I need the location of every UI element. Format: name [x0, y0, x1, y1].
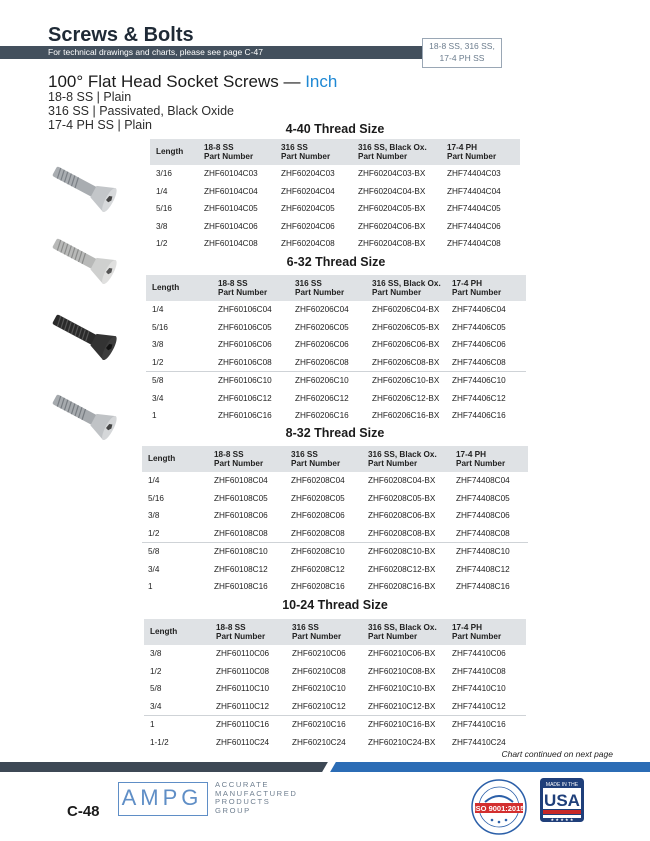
thread-size-title: 4-40 Thread Size: [285, 122, 385, 136]
plain-screw-image: [47, 388, 122, 440]
part-number-cell: ZHF60208C04: [291, 476, 345, 486]
iso-label: ISO 9001:2015: [473, 804, 525, 813]
part-number-cell: ZHF74410C16: [446, 716, 526, 734]
part-number-cell: ZHF60110C24: [216, 737, 270, 747]
part-number-cell: ZHF60106C04: [218, 305, 272, 315]
part-number-cell: ZHF60206C06: [295, 340, 349, 350]
column-header: Length: [146, 275, 212, 301]
part-number-cell: ZHF74406C08: [452, 357, 506, 367]
part-number-cell: ZHF60104C03: [204, 169, 258, 179]
part-number-cell: ZHF60208C10-BX: [362, 543, 450, 561]
footer-bar-accent: [330, 762, 650, 772]
part-number-cell: ZHF60110C10: [216, 684, 270, 694]
part-number-cell: ZHF60206C16: [295, 411, 349, 421]
table-row: [144, 680, 526, 698]
part-number-cell: ZHF60206C04-BX: [372, 305, 440, 315]
part-number-cell: ZHF60204C08: [281, 239, 335, 249]
part-number-cell: ZHF60204C04: [281, 186, 335, 196]
part-number-cell: ZHF60108C08: [214, 528, 268, 538]
part-number-cell: ZHF60108C06: [214, 511, 268, 521]
part-number-cell: ZHF74408C06: [456, 511, 510, 521]
part-number-cell: ZHF60206C12-BX: [372, 393, 440, 403]
part-number-cell: ZHF60110C08: [216, 666, 270, 676]
part-number-cell: ZHF60204C04-BX: [358, 186, 426, 196]
part-number-cell: ZHF60204C03: [281, 169, 335, 179]
part-number-cell: ZHF74408C12: [456, 564, 510, 574]
column-header: 18-8 SS Part Number: [208, 446, 285, 472]
table-row: [142, 472, 528, 490]
length-cell: 3/8: [152, 340, 164, 350]
part-number-cell: ZHF60104C04: [204, 186, 258, 196]
part-number-cell: ZHF60208C12: [291, 564, 345, 574]
part-number-cell: ZHF74404C04: [447, 186, 501, 196]
column-header: 17-4 PH Part Number: [446, 619, 526, 645]
length-cell: 1/2: [156, 239, 168, 249]
part-number-cell: ZHF60110C16: [210, 716, 286, 734]
length-cell: 3/4: [150, 701, 162, 711]
column-header: 18-8 SS Part Number: [212, 275, 289, 301]
table-header-row: [146, 275, 526, 301]
length-cell: 5/16: [152, 322, 168, 332]
company-name-line: PRODUCTS: [215, 797, 271, 807]
part-number-cell: ZHF74406C06: [452, 340, 506, 350]
column-header: 316 SS, Black Ox. Part Number: [366, 275, 446, 301]
part-number-cell: ZHF60106C12: [218, 393, 272, 403]
length-cell: 1/2: [150, 666, 162, 676]
table-row: [142, 525, 528, 543]
column-header: 316 SS Part Number: [285, 446, 362, 472]
part-number-cell: ZHF74410C10: [452, 684, 506, 694]
part-number-cell: ZHF60108C12: [214, 564, 268, 574]
part-number-cell: ZHF60210C24: [292, 737, 346, 747]
usa-badge-text: USA: [544, 791, 580, 810]
length-cell: 3/8: [148, 511, 160, 521]
company-name-line: GROUP: [215, 806, 251, 816]
column-header: 17-4 PH Part Number: [446, 275, 526, 301]
part-number-cell: ZHF60210C08-BX: [368, 666, 436, 676]
part-number-cell: ZHF60108C04: [214, 476, 268, 486]
company-logo: AMPG: [121, 785, 203, 810]
part-number-cell: ZHF74410C08: [452, 666, 506, 676]
part-number-cell: ZHF74410C06: [452, 649, 506, 659]
table-row: [144, 663, 526, 681]
part-number-cell: ZHF60210C10: [292, 684, 346, 694]
part-number-cell: ZHF60208C16: [291, 582, 345, 592]
table-row: [142, 561, 528, 579]
table-row: [146, 319, 526, 337]
table-row: [146, 407, 526, 425]
part-number-cell: ZHF60204C06-BX: [358, 221, 426, 231]
length-cell: 1-1/2: [150, 737, 169, 747]
part-number-cell: ZHF60206C05-BX: [372, 322, 440, 332]
part-number-cell: ZHF60210C06-BX: [368, 649, 436, 659]
column-header: Length: [142, 446, 208, 472]
part-number-cell: ZHF60108C16: [214, 582, 268, 592]
length-cell: 1: [144, 716, 210, 734]
stainless-screw-image: [47, 160, 122, 212]
part-table: [150, 139, 520, 253]
continued-note: Chart continued on next page: [501, 749, 613, 759]
table-row: [150, 218, 520, 236]
iso-certification-seal: [470, 778, 528, 836]
part-number-cell: ZHF60204C05: [281, 204, 335, 214]
usa-badge-top: MADE IN THE: [545, 782, 579, 788]
materials-box-line: 18-8 SS, 316 SS,: [429, 41, 495, 51]
part-number-cell: ZHF60210C10-BX: [368, 684, 436, 694]
column-header: 316 SS Part Number: [289, 275, 366, 301]
table-row: [146, 372, 526, 390]
length-cell: 5/16: [156, 204, 172, 214]
silver-screw-image: [47, 232, 122, 284]
product-title-main: 100° Flat Head Socket Screws —: [48, 72, 301, 91]
material-line: 17-4 PH SS | Plain: [48, 118, 152, 132]
part-number-cell: ZHF60208C16-BX: [368, 582, 436, 592]
part-number-cell: ZHF60104C05: [204, 204, 258, 214]
table-row: [150, 200, 520, 218]
part-table: [142, 446, 528, 596]
table-header-row: [150, 139, 520, 165]
material-line: 18-8 SS | Plain: [48, 90, 132, 104]
part-number-cell: ZHF74404C06: [447, 221, 501, 231]
length-cell: 1/4: [152, 305, 164, 315]
table-row: [144, 698, 526, 716]
table-row: [144, 716, 526, 734]
thread-size-title: 8-32 Thread Size: [285, 426, 385, 440]
header-note: For technical drawings and charts, please see page C-47: [48, 47, 263, 57]
part-number-cell: ZHF60206C10-BX: [366, 372, 446, 390]
column-header: Length: [144, 619, 210, 645]
part-number-cell: ZHF60208C08: [291, 528, 345, 538]
part-number-cell: ZHF60208C05-BX: [368, 493, 436, 503]
part-number-cell: ZHF60210C08: [292, 666, 346, 676]
part-number-cell: ZHF60206C08-BX: [372, 357, 440, 367]
part-number-cell: ZHF60210C12-BX: [368, 701, 436, 711]
table-row: [150, 165, 520, 183]
length-cell: 3/8: [150, 649, 162, 659]
table-row: [150, 235, 520, 253]
length-cell: 3/8: [156, 221, 168, 231]
column-header: 316 SS, Black Ox. Part Number: [352, 139, 441, 165]
part-table: [146, 275, 526, 425]
column-header: 17-4 PH Part Number: [441, 139, 520, 165]
part-number-cell: ZHF60204C03-BX: [358, 169, 426, 179]
length-cell: 1/2: [148, 528, 160, 538]
made-in-usa-badge: [540, 778, 584, 822]
part-number-cell: ZHF60206C08: [295, 357, 349, 367]
length-cell: 1: [152, 411, 157, 421]
part-number-cell: ZHF60206C05: [295, 322, 349, 332]
section-title: Screws & Bolts: [48, 24, 194, 46]
part-number-cell: ZHF60108C05: [214, 493, 268, 503]
part-number-cell: ZHF60106C05: [218, 322, 272, 332]
part-number-cell: ZHF74410C24: [452, 737, 506, 747]
part-number-cell: ZHF60208C12-BX: [368, 564, 436, 574]
column-header: 18-8 SS Part Number: [210, 619, 286, 645]
company-name-line: ACCURATE: [215, 780, 270, 789]
column-header: 316 SS, Black Ox. Part Number: [362, 619, 446, 645]
part-number-cell: ZHF60204C08-BX: [358, 239, 426, 249]
table-header-row: [142, 446, 528, 472]
part-number-cell: ZHF60208C08-BX: [368, 528, 436, 538]
length-cell: 1: [148, 582, 153, 592]
table-row: [150, 183, 520, 201]
table-row: [146, 301, 526, 319]
part-number-cell: ZHF60210C16: [286, 716, 362, 734]
column-header: 316 SS Part Number: [286, 619, 362, 645]
column-header: 316 SS Part Number: [275, 139, 352, 165]
part-number-cell: ZHF74410C12: [452, 701, 506, 711]
svg-text:★ ★ ★ ★ ★: ★ ★ ★ ★ ★: [550, 817, 574, 822]
part-number-cell: ZHF60104C06: [204, 221, 258, 231]
length-cell: 5/16: [148, 493, 164, 503]
length-cell: 3/4: [152, 393, 164, 403]
part-number-cell: ZHF74408C05: [456, 493, 510, 503]
length-cell: 5/8: [150, 684, 162, 694]
table-row: [142, 507, 528, 525]
table-row: [144, 734, 526, 752]
length-cell: 1/4: [148, 476, 160, 486]
part-number-cell: ZHF60208C05: [291, 493, 345, 503]
part-number-cell: ZHF60106C10: [212, 372, 289, 390]
part-number-cell: ZHF60206C12: [295, 393, 349, 403]
length-cell: 5/8: [146, 372, 212, 390]
part-number-cell: ZHF74406C05: [452, 322, 506, 332]
part-number-cell: ZHF60208C06-BX: [368, 511, 436, 521]
part-number-cell: ZHF60106C06: [218, 340, 272, 350]
part-number-cell: ZHF60210C12: [292, 701, 346, 711]
part-number-cell: ZHF74406C10: [446, 372, 526, 390]
part-number-cell: ZHF74406C16: [452, 411, 506, 421]
length-cell: 3/4: [148, 564, 160, 574]
part-number-cell: ZHF74408C10: [450, 543, 528, 561]
length-cell: 3/16: [156, 169, 172, 179]
part-number-cell: ZHF60206C16-BX: [372, 411, 440, 421]
part-number-cell: ZHF60204C05-BX: [358, 204, 426, 214]
column-header: 17-4 PH Part Number: [450, 446, 528, 472]
part-number-cell: ZHF60208C04-BX: [368, 476, 436, 486]
table-row: [144, 645, 526, 663]
part-number-cell: ZHF60106C16: [218, 411, 272, 421]
table-row: [146, 336, 526, 354]
table-row: [146, 354, 526, 372]
column-header: 316 SS, Black Ox. Part Number: [362, 446, 450, 472]
thread-size-title: 6-32 Thread Size: [286, 255, 386, 269]
materials-box-line: 17-4 PH SS: [439, 53, 485, 63]
column-header: Length: [150, 139, 198, 165]
part-number-cell: ZHF60210C24-BX: [368, 737, 436, 747]
part-number-cell: ZHF60208C10: [285, 543, 362, 561]
product-title-accent: Inch: [305, 72, 338, 91]
table-header-row: [144, 619, 526, 645]
part-number-cell: ZHF60110C12: [216, 701, 270, 711]
length-cell: 5/8: [142, 543, 208, 561]
material-line: 316 SS | Passivated, Black Oxide: [48, 104, 234, 118]
company-name-line: MANUFACTURED: [215, 788, 298, 798]
table-row: [142, 543, 528, 561]
product-title: [48, 72, 337, 92]
part-number-cell: ZHF60204C06: [281, 221, 335, 231]
part-number-cell: ZHF74408C08: [456, 528, 510, 538]
part-number-cell: ZHF60210C16-BX: [362, 716, 446, 734]
part-number-cell: ZHF60206C06-BX: [372, 340, 440, 350]
thread-size-title: 10-24 Thread Size: [282, 598, 388, 612]
table-row: [146, 390, 526, 408]
materials-box: [422, 38, 502, 68]
part-number-cell: ZHF74408C16: [456, 582, 510, 592]
table-row: [142, 490, 528, 508]
part-number-cell: ZHF60208C06: [291, 511, 345, 521]
part-number-cell: ZHF60106C08: [218, 357, 272, 367]
part-number-cell: ZHF74408C04: [456, 476, 510, 486]
page-number: C-48: [67, 803, 100, 820]
part-table: [144, 619, 526, 751]
part-number-cell: ZHF60210C06: [292, 649, 346, 659]
part-number-cell: ZHF60104C08: [204, 239, 258, 249]
part-number-cell: ZHF74404C05: [447, 204, 501, 214]
length-cell: 1/2: [152, 357, 164, 367]
column-header: 18-8 SS Part Number: [198, 139, 275, 165]
part-number-cell: ZHF60206C10: [289, 372, 366, 390]
part-number-cell: ZHF60206C04: [295, 305, 349, 315]
part-number-cell: ZHF74406C12: [452, 393, 506, 403]
part-number-cell: ZHF60108C10: [208, 543, 285, 561]
part-number-cell: ZHF74406C04: [452, 305, 506, 315]
black-oxide-screw-image: [47, 308, 122, 360]
part-number-cell: ZHF74404C08: [447, 239, 501, 249]
part-number-cell: ZHF60110C06: [216, 649, 270, 659]
part-number-cell: ZHF74404C03: [447, 169, 501, 179]
table-row: [142, 578, 528, 596]
company-name: [215, 781, 297, 816]
length-cell: 1/4: [156, 186, 168, 196]
